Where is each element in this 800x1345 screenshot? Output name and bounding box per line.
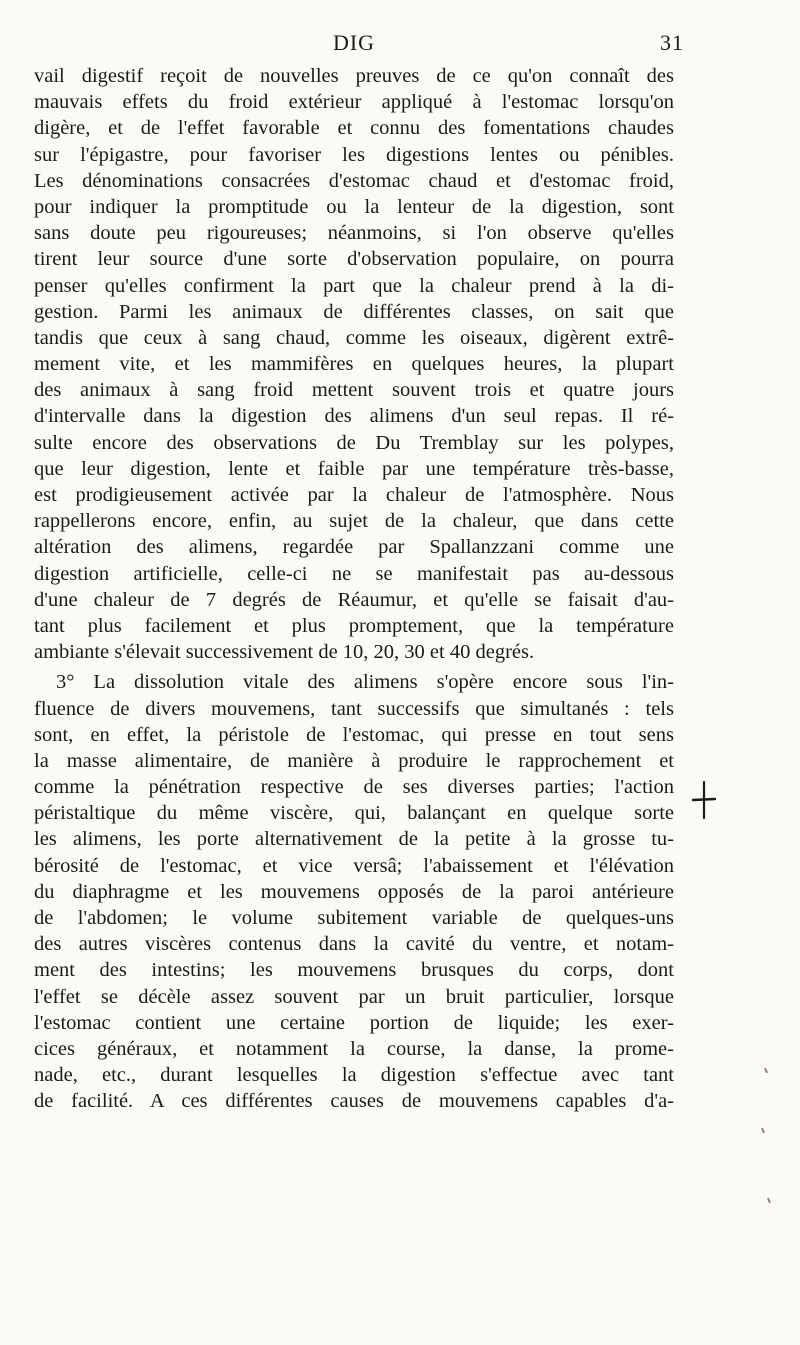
text-line: sulte encore des observations de Du Tremblay sur les polypes, bbox=[34, 431, 674, 454]
body-text bbox=[34, 63, 674, 1115]
text-line: penser qu'elles confirment la part que la chaleur prend à la di- bbox=[34, 274, 674, 297]
running-title: DIG bbox=[332, 30, 376, 55]
text-line: digestion artificielle, celle-ci ne se manifestait pas au-dessous bbox=[34, 562, 674, 585]
text-line: l'estomac contient une certaine portion de liquide; les exer- bbox=[34, 1011, 674, 1034]
handwritten-cross-icon bbox=[692, 780, 716, 820]
text-line: d'une chaleur de 7 degrés de Réaumur, et qu'elle se faisait d'au- bbox=[34, 588, 674, 611]
text-line: les alimens, les porte alternativement de la petite à la grosse tu- bbox=[34, 828, 674, 851]
text-line: la masse alimentaire, de manière à produire le rapprochement et bbox=[34, 749, 674, 772]
text-line: vail digestif reçoit de nouvelles preuves de ce qu'on connaît des bbox=[34, 65, 674, 87]
text-line: sans doute peu rigoureuses; néanmoins, si l'on observe qu'elles bbox=[34, 222, 674, 245]
text-line: comme la pénétration respective de ses diverses parties; l'action bbox=[34, 776, 674, 799]
text-line: fluence de divers mouvemens, tant successifs que simultanés : tels bbox=[34, 697, 674, 720]
text-line: altération des alimens, regardée par Spallanzzani comme une bbox=[34, 536, 674, 559]
ink-speck bbox=[761, 1128, 765, 1133]
page-number: 31 bbox=[660, 30, 684, 55]
text-line: tant plus facilement et plus promptement, que la température bbox=[34, 614, 674, 637]
text-line: est prodigieusement activée par la chaleur de l'atmosphère. Nous bbox=[34, 484, 674, 506]
text-line: gestion. Parmi les animaux de différentes classes, on sait que bbox=[34, 300, 674, 323]
text-line: mauvais effets du froid extérieur appliqué à l'estomac lorsqu'on bbox=[34, 91, 674, 114]
text-line: pour indiquer la promptitude ou la lenteur de la digestion, sont bbox=[34, 195, 674, 218]
text-line: mement vite, et les mammifères en quelques heures, la plupart bbox=[34, 353, 674, 376]
text-line: tandis que ceux à sang chaud, comme les oiseaux, digèrent extrê- bbox=[34, 326, 674, 349]
text-line: l'effet se décèle assez souvent par un bruit particulier, lorsque bbox=[34, 985, 674, 1008]
text-line: péristaltique du même viscère, qui, balançant en quelque sorte bbox=[34, 802, 674, 825]
text-line: digère, et de l'effet favorable et connu des fomentations chaudes bbox=[34, 117, 674, 140]
running-head bbox=[34, 30, 684, 60]
text-line: tirent leur source d'une sorte d'observation populaire, on pourra bbox=[34, 248, 674, 271]
text-line: sont, en effet, la péristole de l'estomac, qui presse en tout sens bbox=[34, 723, 674, 746]
text-line: bérosité de l'estomac, et vice versâ; l'abaissement et l'élévation bbox=[34, 854, 674, 877]
text-line: 3° La dissolution vitale des alimens s'opère encore sous l'in- bbox=[56, 671, 674, 694]
text-line: de l'abdomen; le volume subitement variable de quelques-uns bbox=[34, 907, 674, 929]
text-line: d'intervalle dans la digestion des alimens d'un seul repas. Il ré- bbox=[34, 405, 674, 428]
text-line: cices généraux, et notamment la course, la danse, la prome- bbox=[34, 1037, 674, 1060]
text-line: des animaux à sang froid mettent souvent trois et quatre jours bbox=[34, 379, 674, 402]
text-line: nade, etc., durant lesquelles la digestion s'effectue avec tant bbox=[34, 1064, 674, 1087]
ink-speck bbox=[764, 1068, 768, 1073]
text-line: ment des intestins; les mouvemens brusques du corps, dont bbox=[34, 959, 674, 982]
text-line: ambiante s'élevait successivement de 10, 20, 30 et 40 degrés. bbox=[34, 641, 535, 664]
text-line: que leur digestion, lente et faible par une température très-basse, bbox=[34, 457, 674, 480]
text-line: sur l'épigastre, pour favoriser les digestions lentes ou pénibles. bbox=[34, 143, 674, 166]
text-line: des autres viscères contenus dans la cavité du ventre, et notam- bbox=[34, 933, 674, 956]
text-line: de facilité. A ces différentes causes de mouvemens capables d'a- bbox=[34, 1090, 674, 1113]
text-line: du diaphragme et les mouvemens opposés de la paroi antérieure bbox=[34, 880, 674, 903]
text-line: Les dénominations consacrées d'estomac chaud et d'estomac froid, bbox=[34, 169, 674, 192]
text-line: rappellerons encore, enfin, au sujet de la chaleur, que dans cette bbox=[34, 510, 674, 533]
ink-speck bbox=[767, 1198, 771, 1203]
